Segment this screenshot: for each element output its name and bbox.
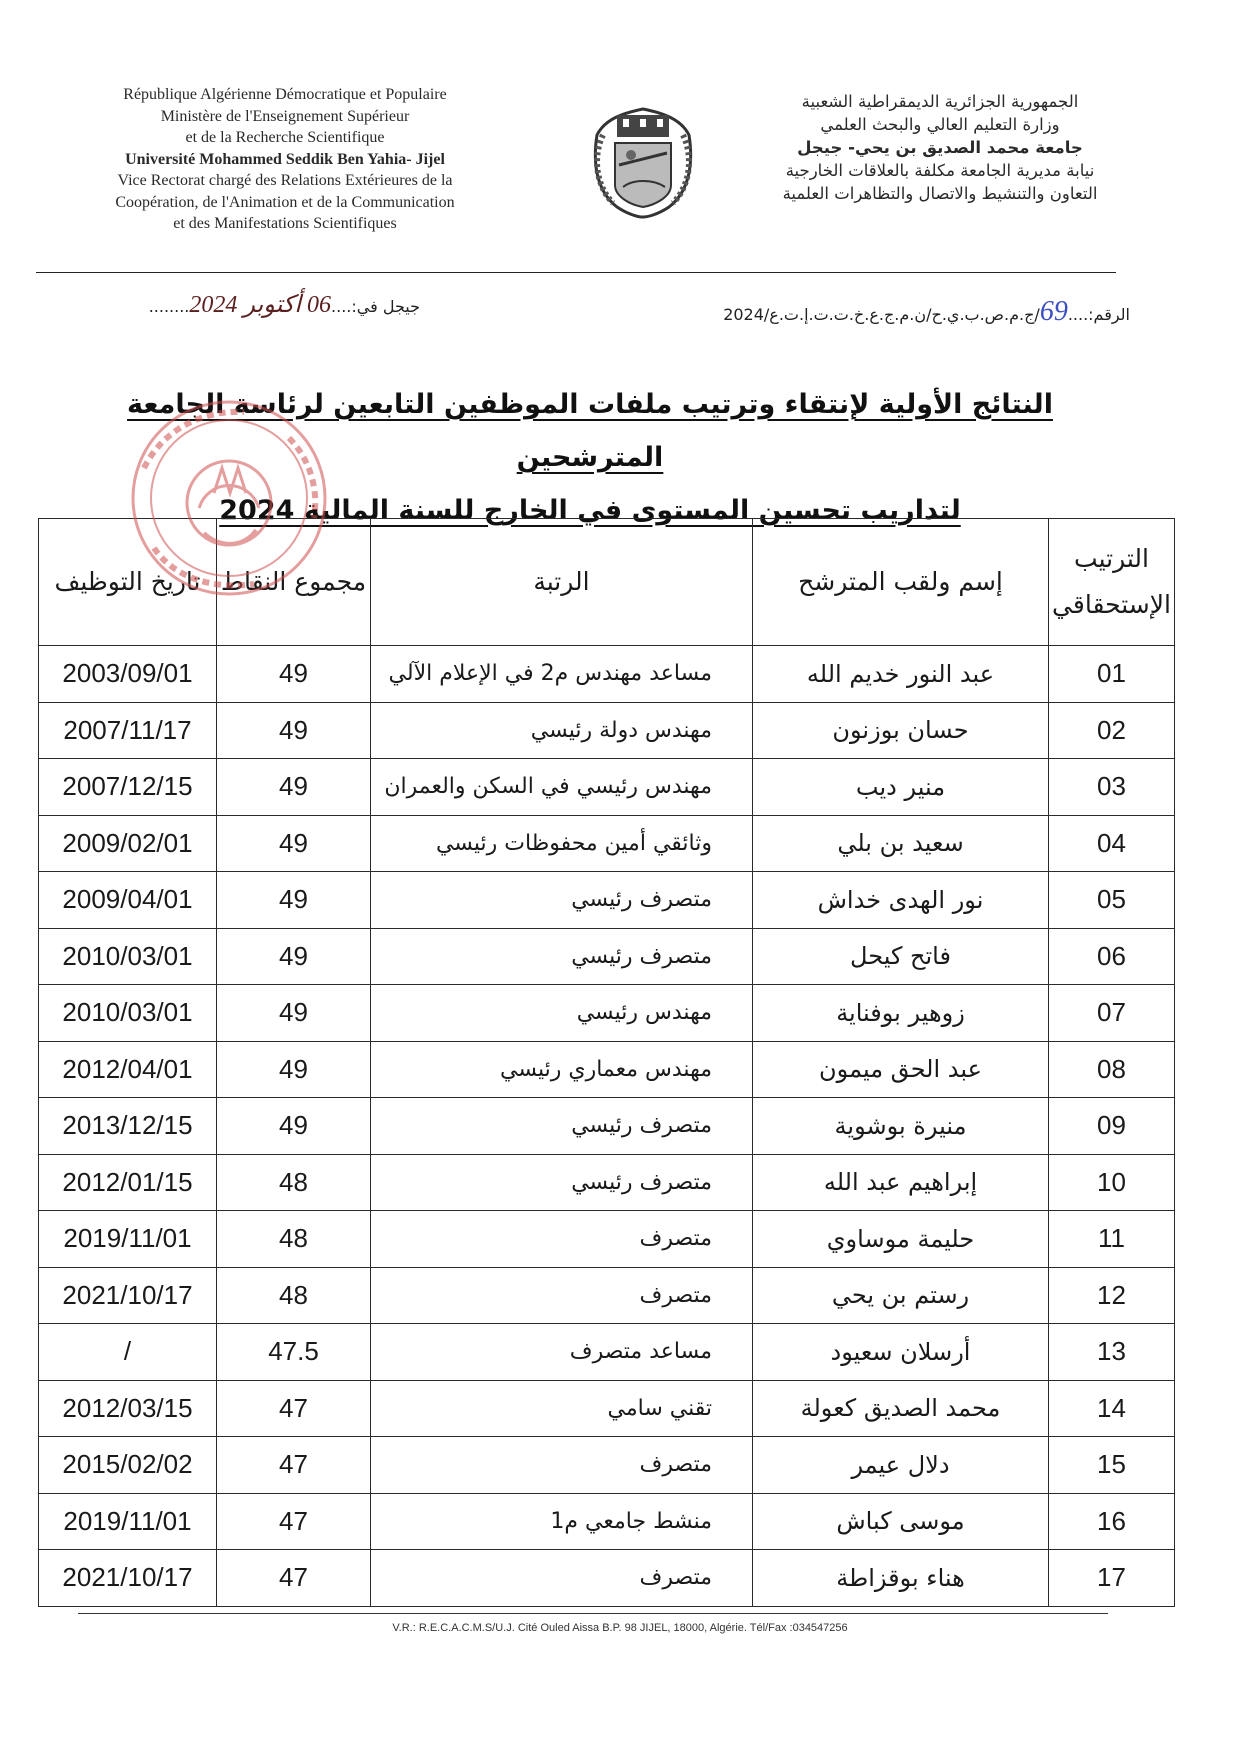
grade-cell: متصرف رئيسي — [371, 872, 753, 929]
score-cell: 49 — [217, 872, 371, 929]
rank-cell: 14 — [1049, 1380, 1175, 1437]
header-fr-line: Coopération, de l'Animation et de la Communication — [115, 193, 455, 211]
name-cell: حليمة موساوي — [753, 1211, 1049, 1268]
footer-divider — [78, 1613, 1108, 1614]
table-row — [39, 1324, 1175, 1381]
header-rank: الترتيب الإستحقاقي — [1049, 519, 1175, 646]
score-cell: 49 — [217, 646, 371, 703]
reference-label: الرقم: — [1088, 305, 1130, 324]
grade-cell: مساعد مهندس م2 في الإعلام الآلي — [371, 646, 753, 703]
header-ar-line: وزارة التعليم العالي والبحث العلمي — [820, 115, 1060, 134]
score-cell: 48 — [217, 1154, 371, 1211]
score-cell: 49 — [217, 928, 371, 985]
name-cell: نور الهدى خداش — [753, 872, 1049, 929]
date-cell: / — [39, 1324, 217, 1381]
reference-handwritten-number: 69 — [1039, 296, 1068, 327]
table-row — [39, 1154, 1175, 1211]
footer-address: V.R.: R.E.C.A.C.M.S/U.J. Cité Ouled Aissa B.P. 98 JIJEL, 18000, Algérie. Tél/Fax :034547256 — [392, 1622, 848, 1634]
grade-cell: متصرف — [371, 1550, 753, 1607]
table-row — [39, 1550, 1175, 1607]
header-date: تاريخ التوظيف — [39, 519, 217, 646]
grade-cell: متصرف — [371, 1211, 753, 1268]
grade-cell: متصرف رئيسي — [371, 928, 753, 985]
score-cell: 47 — [217, 1380, 371, 1437]
rank-cell: 10 — [1049, 1154, 1175, 1211]
table-row — [39, 1380, 1175, 1437]
name-cell: سعيد بن بلي — [753, 815, 1049, 872]
date-cell: 2021/10/17 — [39, 1550, 217, 1607]
header-ar-line: نيابة مديرية الجامعة مكلفة بالعلاقات الخارجية — [785, 161, 1095, 180]
header-fr-line: Vice Rectorat chargé des Relations Extérieures de la — [117, 172, 453, 189]
grade-cell: مهندس رئيسي في السكن والعمران — [371, 759, 753, 816]
grade-cell: وثائقي أمين محفوظات رئيسي — [371, 815, 753, 872]
header-score: مجموع النقاط — [217, 519, 371, 646]
name-cell: حسان بوزنون — [753, 702, 1049, 759]
rank-cell: 09 — [1049, 1098, 1175, 1155]
grade-cell: متصرف — [371, 1437, 753, 1494]
header-ar-university: جامعة محمد الصديق بن يحي- جيجل — [797, 138, 1083, 157]
reference-suffix: /ج.م.ص.ب.ي.ح/ن.م.ج.ع.خ.ت.ت.إ.ت.ع/2024 — [723, 305, 1040, 324]
table-row — [39, 1493, 1175, 1550]
rank-cell: 11 — [1049, 1211, 1175, 1268]
name-cell: أرسلان سعيود — [753, 1324, 1049, 1381]
title-line-1: النتائج الأولية لإنتقاء وترتيب ملفات الموظفين التابعين لرئاسة الجامعة المترشحين — [127, 389, 1053, 473]
score-cell: 47.5 — [217, 1324, 371, 1381]
table-row — [39, 928, 1175, 985]
title-line-2: لتداريب تحسين المستوى في الخارج للسنة المالية 2024 — [219, 495, 961, 526]
grade-cell: تقني سامي — [371, 1380, 753, 1437]
score-cell: 49 — [217, 1041, 371, 1098]
score-cell: 49 — [217, 1098, 371, 1155]
name-cell: هناء بوقزاطة — [753, 1550, 1049, 1607]
grade-cell: متصرف رئيسي — [371, 1154, 753, 1211]
rank-cell: 12 — [1049, 1267, 1175, 1324]
rank-cell: 05 — [1049, 872, 1175, 929]
date-cell: 2009/02/01 — [39, 815, 217, 872]
score-cell: 49 — [217, 759, 371, 816]
grade-cell: منشط جامعي م1 — [371, 1493, 753, 1550]
reference-number: الرقم:....69/ج.م.ص.ب.ي.ح/ن.م.ج.ع.خ.ت.ت.إ.ت.ع/2024 — [723, 296, 1130, 327]
date-cell: 2019/11/01 — [39, 1493, 217, 1550]
date-cell: 2012/04/01 — [39, 1041, 217, 1098]
score-cell: 47 — [217, 1437, 371, 1494]
date-cell: 2010/03/01 — [39, 985, 217, 1042]
score-cell: 49 — [217, 702, 371, 759]
header-fr-line: et des Manifestations Scientifiques — [173, 215, 397, 232]
header-divider — [36, 272, 1116, 273]
rank-cell: 04 — [1049, 815, 1175, 872]
rank-cell: 13 — [1049, 1324, 1175, 1381]
score-cell: 49 — [217, 985, 371, 1042]
table-row — [39, 759, 1175, 816]
date-cell: 2009/04/01 — [39, 872, 217, 929]
header-arabic — [740, 90, 1140, 205]
grade-cell: مهندس رئيسي — [371, 985, 753, 1042]
name-cell: فاتح كيحل — [753, 928, 1049, 985]
rank-cell: 07 — [1049, 985, 1175, 1042]
date-cell: 2012/01/15 — [39, 1154, 217, 1211]
name-cell: إبراهيم عبد الله — [753, 1154, 1049, 1211]
name-cell: عبد النور خديم الله — [753, 646, 1049, 703]
grade-cell: مساعد متصرف — [371, 1324, 753, 1381]
header-ar-line: التعاون والتنشيط والاتصال والتظاهرات العلمية — [782, 184, 1098, 203]
rank-cell: 17 — [1049, 1550, 1175, 1607]
official-stamp-icon — [104, 398, 354, 598]
name-cell: موسى كباش — [753, 1493, 1049, 1550]
table-row — [39, 1437, 1175, 1494]
header-grade: الرتبة — [371, 519, 753, 646]
grade-cell: مهندس معماري رئيسي — [371, 1041, 753, 1098]
rank-cell: 08 — [1049, 1041, 1175, 1098]
name-cell: زوهير بوفناية — [753, 985, 1049, 1042]
table-row — [39, 646, 1175, 703]
header-ar-line: الجمهورية الجزائرية الديمقراطية الشعبية — [801, 92, 1079, 111]
score-cell: 47 — [217, 1550, 371, 1607]
header-name: إسم ولقب المترشح — [753, 519, 1049, 646]
table-row — [39, 702, 1175, 759]
table-row — [39, 872, 1175, 929]
grade-cell: متصرف — [371, 1267, 753, 1324]
table-row — [39, 1267, 1175, 1324]
table-row — [39, 1211, 1175, 1268]
rank-cell: 01 — [1049, 646, 1175, 703]
score-cell: 48 — [217, 1211, 371, 1268]
name-cell: رستم بن يحي — [753, 1267, 1049, 1324]
rank-cell: 02 — [1049, 702, 1175, 759]
name-cell: منير ديب — [753, 759, 1049, 816]
date-cell: 2007/12/15 — [39, 759, 217, 816]
header-french — [60, 84, 510, 235]
date-cell: 2021/10/17 — [39, 1267, 217, 1324]
date-cell: 2013/12/15 — [39, 1098, 217, 1155]
results-table — [38, 518, 1175, 1607]
score-cell: 48 — [217, 1267, 371, 1324]
date-label: جيجل في: — [351, 297, 420, 316]
date-cell: 2019/11/01 — [39, 1211, 217, 1268]
rank-cell: 06 — [1049, 928, 1175, 985]
rank-cell: 15 — [1049, 1437, 1175, 1494]
name-cell: دلال عيمر — [753, 1437, 1049, 1494]
date-cell: 2012/03/15 — [39, 1380, 217, 1437]
table-row — [39, 815, 1175, 872]
table-row — [39, 1041, 1175, 1098]
header-fr-line: République Algérienne Démocratique et Populaire — [123, 86, 447, 103]
grade-cell: مهندس دولة رئيسي — [371, 702, 753, 759]
date-cell: 2003/09/01 — [39, 646, 217, 703]
header-fr-line: Ministère de l'Enseignement Supérieur — [160, 107, 410, 125]
grade-cell: متصرف رئيسي — [371, 1098, 753, 1155]
name-cell: محمد الصديق كعولة — [753, 1380, 1049, 1437]
rank-cell: 03 — [1049, 759, 1175, 816]
name-cell: عبد الحق ميمون — [753, 1041, 1049, 1098]
rank-cell: 16 — [1049, 1493, 1175, 1550]
score-cell: 47 — [217, 1493, 371, 1550]
name-cell: منيرة بوشوية — [753, 1098, 1049, 1155]
date-handwritten-value: 06 أكتوبر 2024 — [189, 292, 332, 318]
table-row — [39, 985, 1175, 1042]
document-date: جيجل في:....06 أكتوبر 2024........ — [148, 292, 420, 318]
university-emblem-icon — [583, 105, 703, 220]
date-cell: 2010/03/01 — [39, 928, 217, 985]
header-fr-university: Université Mohammed Seddik Ben Yahia- Jijel — [125, 150, 445, 168]
date-cell: 2015/02/02 — [39, 1437, 217, 1494]
score-cell: 49 — [217, 815, 371, 872]
header-fr-line: et de la Recherche Scientifique — [185, 129, 385, 146]
date-cell: 2007/11/17 — [39, 702, 217, 759]
table-row — [39, 1098, 1175, 1155]
